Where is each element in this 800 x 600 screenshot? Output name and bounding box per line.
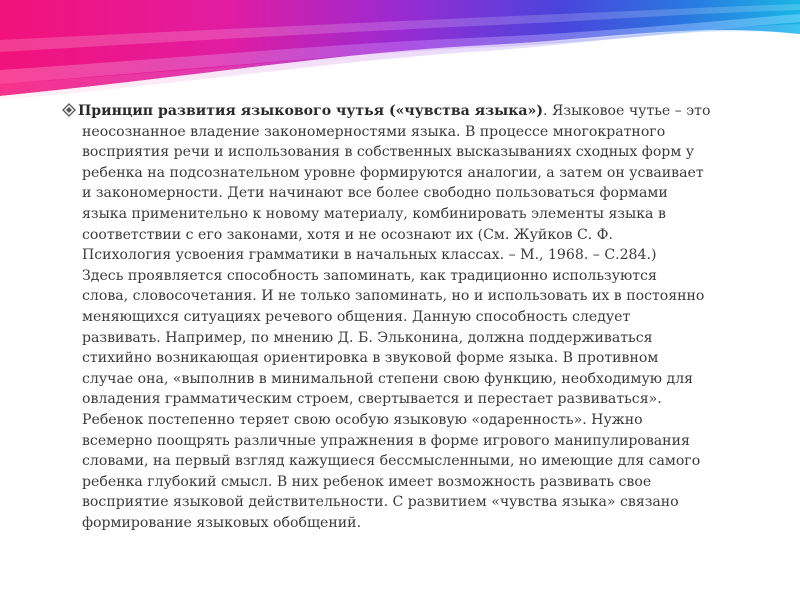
text-line: языка применительно к новому материалу, комбинировать элементы языка в	[82, 205, 666, 222]
text-line: меняющихся ситуациях речевого общения. Данную способность следует	[82, 308, 631, 325]
heading-suffix: . Языковое чутье – это	[543, 103, 711, 119]
text-line: стихийно возникающая ориентировка в звуковой форме языка. В противном	[82, 350, 659, 367]
text-line: Ребенок постепенно теряет свою особую языковую «одаренность». Нужно	[82, 411, 643, 428]
text-line: овладения грамматическим строем, свертывается и перестает развиваться».	[82, 391, 662, 408]
diamond-bullet-icon	[62, 103, 76, 117]
text-line: всемерно поощрять различные упражнения в форме игрового манипулирования	[82, 432, 690, 449]
text-line: ребенка глубокий смысл. В них ребенок имеет возможность развивать свое	[82, 473, 652, 490]
text-line: слова, словосочетания. И не только запоминать, но и использовать их в постоянно	[82, 288, 705, 305]
text-line: Здесь проявляется способность запоминать, как традиционно используются	[82, 267, 657, 284]
slide-body	[62, 101, 711, 533]
text-line: неосознанное владение закономерностями языка. В процессе многократного	[82, 123, 666, 140]
text-line: случае она, «выполнив в минимальной степени свою функцию, необходимую для	[82, 370, 694, 387]
first-line	[62, 101, 711, 122]
text-line: восприятия речи и использования в собственных высказываниях сходных форм у	[82, 144, 695, 161]
text-line: развивать. Например, по мнению Д. Б. Эльконина, должна поддерживаться	[82, 329, 653, 346]
text-line: и закономерности. Дети начинают все более свободно пользоваться формами	[82, 185, 668, 202]
banner-waves	[0, 0, 800, 110]
text-line: словами, на первый взгляд кажущиеся бессмысленными, но имеющие для самого	[82, 453, 701, 470]
text-line: соответствии с его законами, хотя и не осознают их (См. Жуйков С. Ф.	[82, 226, 613, 243]
principle-heading: Принцип развития языкового чутья («чувства языка»)	[78, 103, 544, 119]
header-banner	[0, 0, 800, 110]
text-line: восприятие языковой действительности. С развитием «чувства языка» связано	[82, 494, 679, 511]
text-line: формирование языковых обобщений.	[82, 514, 362, 531]
text-line: Психология усвоения грамматики в начальных классах. – М., 1968. – С.284.)	[82, 247, 657, 264]
text-line: ребенка на подсознательном уровне формируются аналогии, а затем он усваивает	[82, 164, 704, 181]
